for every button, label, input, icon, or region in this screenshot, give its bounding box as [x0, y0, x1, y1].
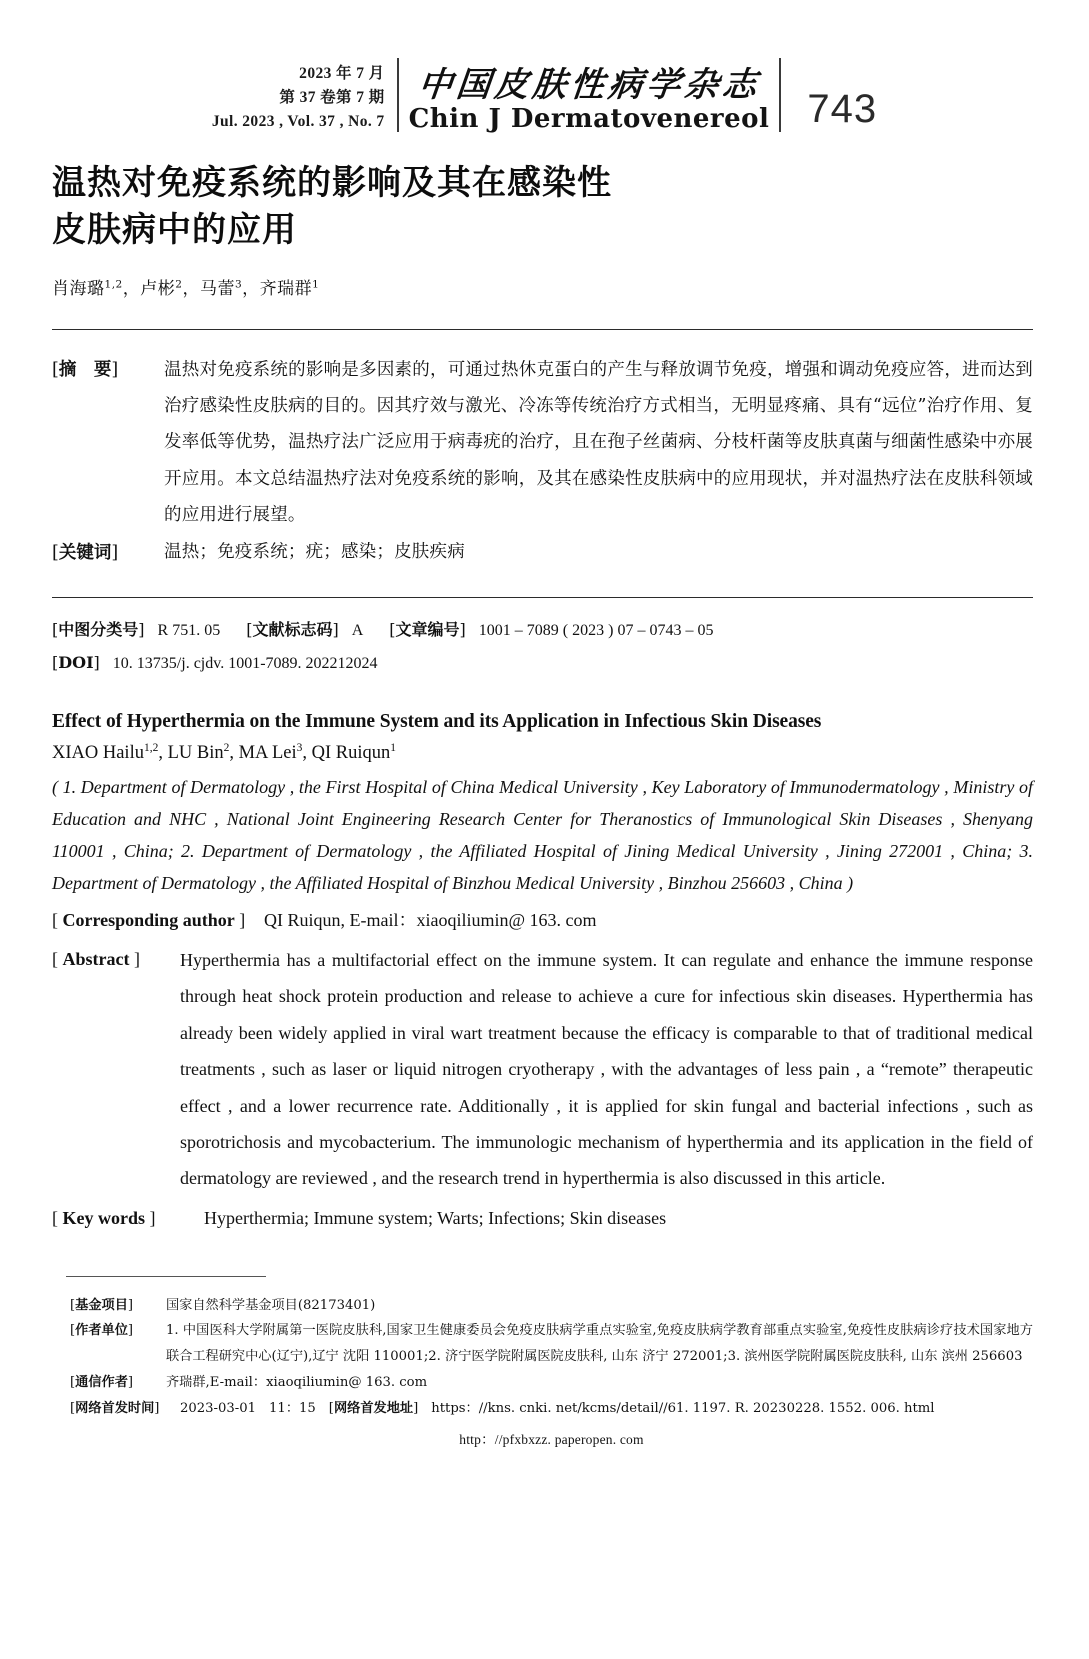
authors-en: XIAO Hailu$^{1,2}$, LU Bin$^2$, MA Lei$^3$, QI Ruiqun$^1$: [52, 741, 396, 764]
abstract-cn-label: [摘 要]: [52, 360, 119, 380]
abstract-en-block: [52, 942, 1033, 1197]
author-en-2-sup: 2: [223, 741, 230, 754]
title-cn-line-1: 温热对免疫系统的影响及其在感染性: [52, 163, 612, 203]
author-cn-1: 肖海璐$^{1,2}$: [52, 278, 123, 299]
doccode-value: A: [351, 622, 364, 640]
issue-info: [212, 62, 397, 134]
corresponding-author-block: [52, 903, 1033, 938]
article-content: [0, 160, 1089, 1454]
author-en-4-sup: 1: [390, 741, 396, 754]
keywords-en-value: Hyperthermia; Immune system; Warts; Infections; Skin diseases: [204, 1207, 667, 1228]
abstract-en-text: Hyperthermia has a multifactorial effect on the immune system. It can regulate and enhance the immune response through heat shock protein production and release to achieve a cure for infectious skin diseases. Hyperthermia has already been widely applied in viral wart treatment because the efficacy is comparable to that of traditional medical treatments , such as laser or liquid nitrogen cryotherapy , with the advantages of less pain , a “remote” therapeutic effect , and a lower recurrence rate. Additionally , it is applied for skin fungal and bacterial infections , such as sporotrichosis and mycobacterium. The immunologic mechanism of hyperthermia and its application in the field of dermatology are reviewed , and the research trend in hyperthermia is also discussed in this article.: [180, 950, 1033, 1189]
footnote-rule: [66, 1276, 266, 1277]
journal-title-cn: 中国皮肤性病学杂志: [415, 64, 763, 105]
keywords-cn-text: 温热；免疫系统；疣；感染；皮肤疾病: [164, 542, 465, 563]
author-cn-2-sup: 2: [175, 278, 183, 291]
abstract-cn-text: 温热对免疫系统的影响是多因素的，可通过热休克蛋白的产生与释放调节免疫，增强和调动免疫应答，进而达到治疗感染性皮肤病的目的。因其疗效与激光、冷冻等传统治疗方式相当，无明显疼痛、具有“远位”治疗作用、复发率低等优势，温热疗法广泛应用于病毒疣的治疗，且在孢子丝菌病、分枝杆菌等皮肤真菌与细菌性感染中亦展开应用。本文总结温热疗法对免疫系统的影响，及其在感染性皮肤病中的应用现状，并对温热疗法在皮肤科领域的应用进行展望。: [164, 360, 1033, 525]
classification-line-2: [52, 647, 1033, 679]
author-en-1: XIAO Hailu$^{1,2}$: [52, 741, 159, 764]
footnote-affil-value: 1. 中国医科大学附属第一医院皮肤科,国家卫生健康委员会免疫皮肤病学重点实验室,免疫皮肤病学教育部重点实验室,免疫性皮肤病诊疗技术国家地方联合工程研究中心(辽宁),辽宁 沈阳 110001;2. 济宁医学院附属医院皮肤科, 山东 济宁 272001;3. 滨州医学院附属医院皮肤科, 山东 滨州 256603: [166, 1323, 1033, 1365]
footnote-online-first: [70, 1396, 1033, 1422]
online-first-label: [网络首发时间]: [70, 1400, 160, 1416]
issue-date-cn: 2023 年 7 月: [299, 64, 385, 82]
rule-below-keywords: [52, 597, 1033, 598]
articleid-value: 1001 – 7089 ( 2023 ) 07 – 0743 – 05: [478, 622, 714, 640]
footnotes: [52, 1293, 1033, 1454]
author-cn-3: 马蕾$^3$: [199, 278, 243, 299]
fund-label: [基金项目]: [70, 1297, 134, 1313]
author-en-3: MA Lei$^3$: [238, 741, 303, 764]
page-title: [52, 160, 1033, 254]
page-number: 743: [807, 87, 878, 131]
classification-line-1: [52, 614, 1033, 646]
author-en-4: QI Ruiqun$^1$: [311, 741, 396, 764]
online-addr-value[interactable]: https：//kns. cnki. net/kcms/detail//61. 1197. R. 20230228. 1552. 006. html: [431, 1400, 935, 1416]
journal-website-url[interactable]: http：//pfxbxzz. paperopen. com: [459, 1432, 644, 1448]
masthead: [0, 0, 1089, 134]
rule-above-abstract: [52, 329, 1033, 330]
online-first-time: 11：15: [269, 1400, 316, 1416]
footnote-corresponding: [70, 1370, 1033, 1396]
abstract-cn-block: [52, 352, 1033, 533]
fund-value: 国家自然科学基金项目(82173401): [166, 1297, 376, 1313]
keywords-en-label: [ Key words ]: [52, 1207, 156, 1228]
keywords-en-block: [52, 1201, 1033, 1236]
keywords-cn-block: [52, 535, 1033, 571]
journal-title-block: [399, 64, 780, 135]
authors-cn: 肖海璐$^{1,2}$，卢彬$^2$，马蕾$^3$，齐瑞群$^1$: [52, 278, 320, 299]
online-first-date: 2023-03-01: [180, 1400, 257, 1416]
title-en: Effect of Hyperthermia on the Immune System and its Application in Infectious Skin Diseases: [52, 710, 822, 732]
author-en-2: LU Bin$^2$: [167, 741, 230, 764]
corresponding-author-label: [ Corresponding author ]: [52, 909, 246, 930]
classification-block: [52, 614, 1033, 678]
footnote-corr-label: [通信作者]: [70, 1374, 134, 1390]
author-cn-4: 齐瑞群$^1$: [259, 278, 320, 299]
footnote-affiliation: [70, 1318, 1033, 1369]
doi-value: 10. 13735/j. cjdv. 1001-7089. 202212024: [112, 654, 378, 672]
author-en-3-sup: 3: [296, 741, 303, 754]
corresponding-author-value: QI Ruiqun, E-mail：xiaoqiliumin@ 163. com: [264, 909, 597, 930]
title-cn-line-2: 皮肤病中的应用: [52, 209, 297, 250]
issue-date-en: Jul. 2023 , Vol. 37 , No. 7: [211, 112, 385, 130]
doccode-label: [文献标志码]: [246, 620, 339, 640]
online-first-value: [180, 1396, 1033, 1422]
author-en-1-sup: 1,2: [143, 741, 159, 754]
issue-volume-cn: 第 37 卷第 7 期: [279, 88, 385, 106]
footnote-corr-value: 齐瑞群,E-mail：xiaoqiliumin@ 163. com: [166, 1374, 428, 1390]
affiliation-en: ( 1. Department of Dermatology , the First Hospital of China Medical University , Key Laboratory of Immunodermatology , Ministry of Education and NHC , National Joint Engineering Research Center for Theranostics of Immunological Skin Diseases , Shenyang 110001 , China; 2. Department of Dermatology , the Affiliated Hospital of Jining Medical University , Jining 272001 , China; 3. Department of Dermatology , the Affiliated Hospital of Binzhou Medical University , Binzhou 256603 , China ): [52, 776, 1033, 893]
author-cn-3-sup: 3: [234, 278, 243, 291]
author-cn-4-sup: 1: [312, 278, 320, 291]
journal-title-en: Chin J Dermatovenereol: [408, 104, 770, 135]
clc-label: [中图分类号]: [52, 620, 145, 640]
online-addr-label: [网络首发地址]: [328, 1400, 419, 1416]
clc-value: R 751. 05: [157, 622, 221, 640]
articleid-label: [文章编号]: [389, 620, 466, 640]
keywords-cn-label: [关键词]: [52, 543, 119, 564]
footnote-fund: [70, 1293, 1033, 1319]
doi-label: [DOI]: [52, 652, 100, 672]
author-cn-2: 卢彬$^2$: [140, 278, 183, 299]
footnote-affil-label: [作者单位]: [70, 1323, 134, 1339]
author-cn-1-sup: 1,2: [104, 278, 123, 291]
abstract-en-label: [ Abstract ]: [52, 949, 140, 970]
